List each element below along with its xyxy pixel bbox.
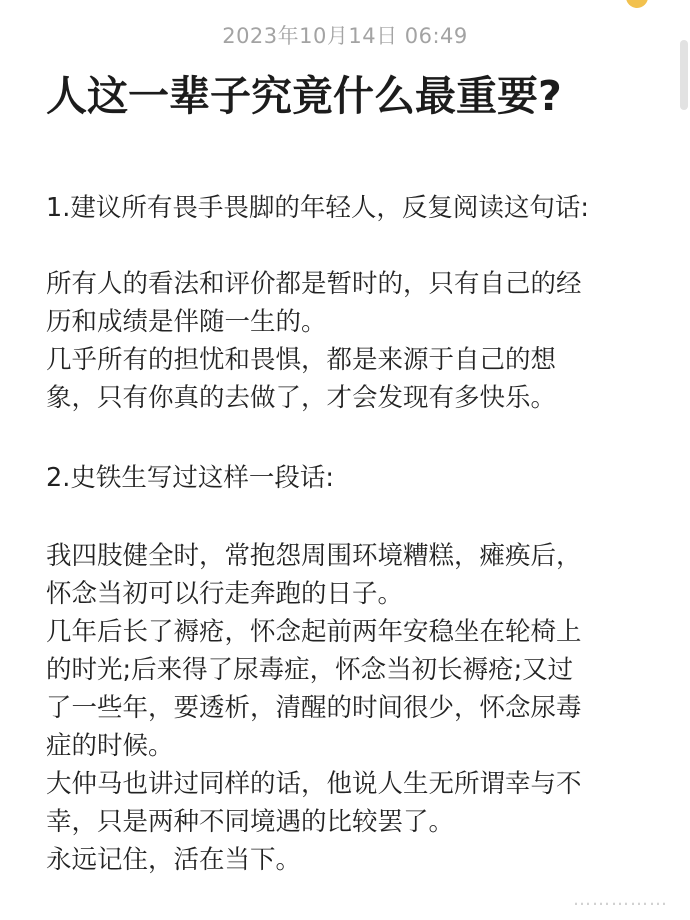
section2-line: 的时光;后来得了尿毒症，怀念当初长褥疮;又过 <box>46 655 574 685</box>
section2-line: 大仲马也讲过同样的话，他说人生无所谓幸与不 <box>46 769 582 799</box>
section2-line: 永远记住，活在当下。 <box>46 845 302 875</box>
section2-line: 怀念当初可以行走奔跑的日子。 <box>46 579 404 609</box>
section2-line: 我四肢健全时，常抱怨周围环境糟糕，瘫痪后， <box>46 541 582 571</box>
section1-line: 历和成绩是伴随一生的。 <box>46 307 327 337</box>
section1-line: 象，只有你真的去做了，才会发现有多快乐。 <box>46 383 557 413</box>
section1-line: 几乎所有的担忧和畏惧，都是来源于自己的想 <box>46 345 557 375</box>
avatar-dot <box>626 0 648 8</box>
section2-line: 几年后长了褥疮，怀念起前两年安稳坐在轮椅上 <box>46 617 582 647</box>
section2-line: 幸，只是两种不同境遇的比较罢了。 <box>46 807 455 837</box>
post-title: 人这一辈子究竟什么最重要? <box>46 72 562 120</box>
section2-line: 症的时候。 <box>46 731 174 761</box>
section2-line: 了一些年，要透析，清醒的时间很少，怀念尿毒 <box>46 693 582 723</box>
post-timestamp: 2023年10月14日 06:49 <box>222 24 468 48</box>
watermark: …………… <box>573 889 668 910</box>
section2-heading: 2.史铁生写过这样一段话: <box>46 463 334 493</box>
scrollbar[interactable] <box>680 40 688 110</box>
section1-heading: 1.建议所有畏手畏脚的年轻人，反复阅读这句话: <box>46 193 589 223</box>
section1-line: 所有人的看法和评价都是暂时的，只有自己的经 <box>46 269 582 299</box>
